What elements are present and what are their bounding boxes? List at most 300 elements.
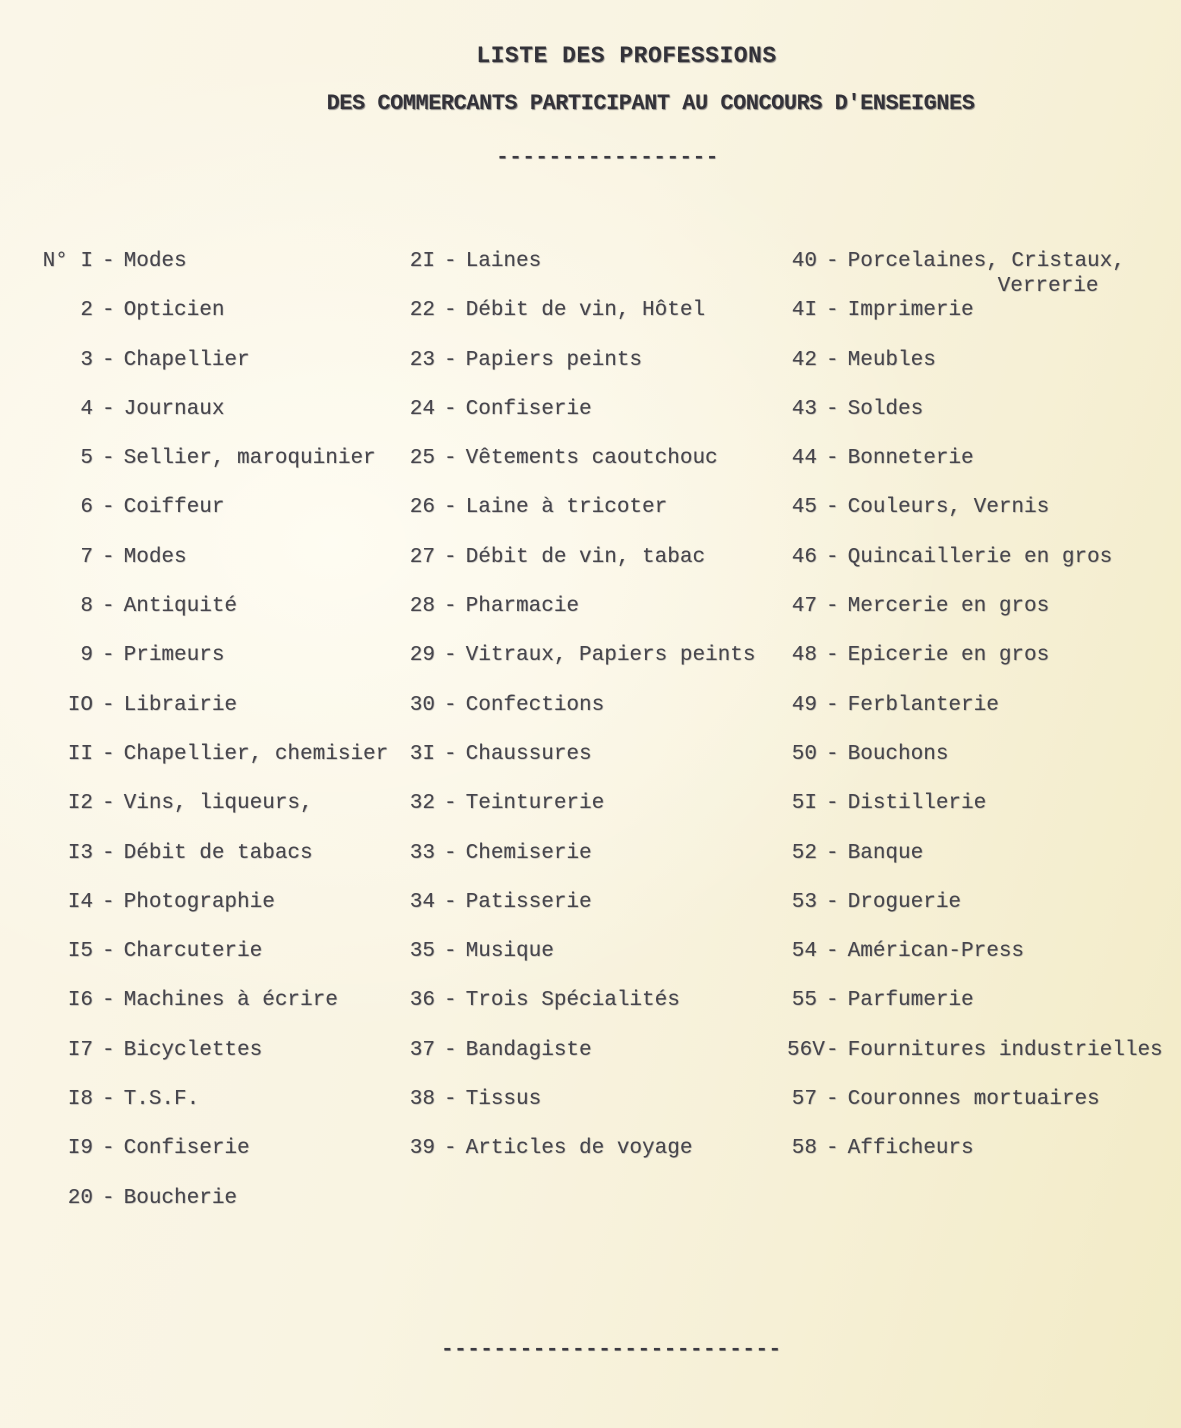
item-label: Patisserie <box>465 890 592 914</box>
item-dash: - <box>102 1186 115 1210</box>
item-dash: - <box>102 940 115 964</box>
item-label: Quincaillerie en gros <box>847 545 1113 569</box>
item-dash: - <box>826 644 839 668</box>
item-dash: - <box>444 496 457 520</box>
profession-column-1 <box>35 249 405 1235</box>
list-item <box>35 1038 405 1087</box>
item-number: 5I <box>791 792 817 816</box>
item-label: Epicerie en gros <box>847 644 1050 668</box>
item-label: Chapellier <box>123 348 250 372</box>
item-dash: - <box>826 940 839 964</box>
list-item <box>405 841 787 890</box>
list-item <box>35 1186 405 1235</box>
list-item <box>405 742 787 791</box>
list-item <box>405 397 787 446</box>
item-number: 38 <box>409 1088 435 1112</box>
item-label-wrap <box>848 988 1181 1013</box>
item-number: 40 <box>791 250 817 273</box>
item-label: Parfumerie <box>847 989 974 1013</box>
item-number: 25 <box>409 447 435 471</box>
item-label-wrap <box>124 939 405 964</box>
item-label-wrap <box>848 348 1181 373</box>
item-number: 20 <box>67 1186 93 1210</box>
item-dash: - <box>102 644 115 668</box>
item-number: 6 <box>80 496 93 520</box>
item-label: T.S.F. <box>123 1088 200 1112</box>
item-number: 32 <box>409 792 435 816</box>
list-item <box>35 643 405 692</box>
item-label-wrap <box>848 1038 1181 1063</box>
profession-column-3 <box>787 249 1181 1235</box>
item-dash: - <box>444 299 457 323</box>
item-label-wrap <box>848 397 1181 422</box>
item-dash: - <box>826 447 839 471</box>
item-label: Teinturerie <box>465 792 605 816</box>
item-label-wrap <box>466 594 787 619</box>
list-item <box>35 988 405 1037</box>
item-label-wrap <box>466 1087 787 1112</box>
item-dash: - <box>444 940 457 964</box>
item-label: Trois Spécialités <box>465 989 680 1013</box>
item-label-wrap <box>466 742 787 767</box>
item-number: 9 <box>80 644 93 668</box>
item-label: Débit de vin, Hôtel <box>465 299 706 323</box>
item-number: 8 <box>80 595 93 619</box>
item-label: Laine à tricoter <box>465 496 668 520</box>
item-label-wrap <box>466 791 787 816</box>
item-number: 28 <box>409 595 435 619</box>
list-item <box>787 298 1181 347</box>
item-dash: - <box>444 742 457 766</box>
item-label: Bicyclettes <box>123 1038 263 1062</box>
list-item <box>35 841 405 890</box>
item-number: I4 <box>67 890 93 914</box>
item-number: 26 <box>409 496 435 520</box>
item-dash: - <box>444 348 457 372</box>
list-item <box>787 939 1181 988</box>
item-label: Papiers peints <box>465 348 643 372</box>
item-number: I2 <box>67 792 93 816</box>
item-label: Meubles <box>847 348 936 372</box>
list-item <box>35 348 405 397</box>
item-dash: - <box>826 1038 839 1062</box>
document-subtitle: DES COMMERCANTS PARTICIPANT AU CONCOURS D'ENSEIGNES <box>326 91 975 116</box>
item-label-wrap <box>848 693 1181 718</box>
item-number: 29 <box>409 644 435 668</box>
list-item <box>35 545 405 594</box>
item-number: 36 <box>409 989 435 1013</box>
list-item <box>787 1038 1181 1087</box>
bottom-separator: -------------------------- <box>441 1339 782 1362</box>
item-dash: - <box>826 989 839 1013</box>
list-item <box>405 1136 787 1185</box>
item-number: 22 <box>409 299 435 323</box>
item-label-wrap <box>848 1087 1181 1112</box>
item-label-wrap <box>466 298 787 323</box>
list-item <box>35 791 405 840</box>
item-label: Banque <box>847 841 924 865</box>
item-dash: - <box>102 348 115 372</box>
item-label-wrap <box>466 890 787 915</box>
item-dash: - <box>444 644 457 668</box>
item-number: I7 <box>67 1038 93 1062</box>
item-dash: - <box>826 545 839 569</box>
item-number: 27 <box>409 545 435 569</box>
item-label-wrap <box>848 594 1181 619</box>
item-number: N° I <box>42 250 93 273</box>
item-label: Vins, liqueurs, <box>123 792 313 816</box>
list-item <box>787 1087 1181 1136</box>
list-item <box>35 939 405 988</box>
item-label: Confiserie <box>123 1137 250 1161</box>
list-item <box>405 791 787 840</box>
item-number: 7 <box>80 545 93 569</box>
profession-column-2 <box>405 249 787 1235</box>
item-label: Bandagiste <box>465 1038 592 1062</box>
item-dash: - <box>826 595 839 619</box>
list-item <box>787 791 1181 840</box>
item-label-wrap <box>848 841 1181 866</box>
item-number: 4 <box>80 397 93 421</box>
item-number: 47 <box>791 595 817 619</box>
item-number: 4I <box>791 299 817 323</box>
list-item <box>405 939 787 988</box>
list-item <box>35 693 405 742</box>
item-dash: - <box>102 447 115 471</box>
item-label-wrap <box>848 939 1181 964</box>
item-label-wrap <box>466 693 787 718</box>
item-label-wrap <box>466 495 787 520</box>
list-item <box>405 693 787 742</box>
item-label-wrap <box>466 446 787 471</box>
item-label: Imprimerie <box>847 299 974 323</box>
item-label: Articles de voyage <box>465 1137 693 1161</box>
item-number: 30 <box>409 693 435 717</box>
item-label: Distillerie <box>847 792 987 816</box>
item-number: 43 <box>791 397 817 421</box>
item-label: Débit de tabacs <box>123 841 313 865</box>
item-number: 49 <box>791 693 817 717</box>
item-dash: - <box>102 792 115 816</box>
list-item <box>405 643 787 692</box>
item-dash: - <box>444 447 457 471</box>
list-item <box>787 1136 1181 1185</box>
item-label: Photographie <box>123 890 275 914</box>
list-item <box>35 890 405 939</box>
item-number: I8 <box>67 1088 93 1112</box>
list-item <box>787 693 1181 742</box>
item-label-wrap <box>124 693 405 718</box>
item-label: Boucherie <box>123 1186 238 1210</box>
item-dash: - <box>826 250 839 273</box>
item-number: I3 <box>67 841 93 865</box>
item-number: 45 <box>791 496 817 520</box>
item-dash: - <box>444 693 457 717</box>
item-dash: - <box>102 1088 115 1112</box>
list-item <box>405 446 787 495</box>
list-item <box>787 545 1181 594</box>
item-label-wrap <box>466 348 787 373</box>
item-dash: - <box>444 989 457 1013</box>
item-label: Couleurs, Vernis <box>847 496 1050 520</box>
item-label: Musique <box>465 940 554 964</box>
item-label: Pharmacie <box>465 595 580 619</box>
item-dash: - <box>826 792 839 816</box>
item-label-wrap <box>124 348 405 373</box>
item-label: Bonneterie <box>847 447 974 471</box>
item-dash: - <box>826 890 839 914</box>
list-item <box>35 1087 405 1136</box>
item-number: 23 <box>409 348 435 372</box>
item-dash: - <box>102 1137 115 1161</box>
item-label-wrap <box>124 545 405 570</box>
list-item <box>787 890 1181 939</box>
item-label-wrap <box>466 643 787 668</box>
item-number: 5 <box>80 447 93 471</box>
item-dash: - <box>102 545 115 569</box>
document-header <box>0 0 1181 171</box>
item-label: Confections <box>465 693 605 717</box>
list-item <box>35 495 405 544</box>
item-label-wrap <box>124 1038 405 1063</box>
list-item <box>405 545 787 594</box>
item-label-wrap <box>124 446 405 471</box>
item-dash: - <box>444 792 457 816</box>
item-number: II <box>67 742 93 766</box>
item-number: 24 <box>409 397 435 421</box>
item-label: Sellier, maroquinier <box>123 447 376 471</box>
item-number: 35 <box>409 940 435 964</box>
item-label-wrap <box>848 545 1181 570</box>
item-dash: - <box>102 890 115 914</box>
item-label-wrap <box>124 841 405 866</box>
item-label-wrap <box>466 841 787 866</box>
item-label: Ferblanterie <box>847 693 999 717</box>
item-label: Chapellier, chemisier <box>123 742 389 766</box>
item-dash: - <box>102 742 115 766</box>
item-label: Chemiserie <box>465 841 592 865</box>
item-dash: - <box>444 397 457 421</box>
item-label-line2: Verrerie <box>997 275 1099 298</box>
item-number: 48 <box>791 644 817 668</box>
item-number: 46 <box>791 545 817 569</box>
item-label: Débit de vin, tabac <box>465 545 706 569</box>
document-title: LISTE DES PROFESSIONS <box>476 43 777 69</box>
list-item <box>405 1087 787 1136</box>
item-label-wrap <box>466 988 787 1013</box>
list-item <box>35 594 405 643</box>
list-item <box>787 348 1181 397</box>
item-number: 52 <box>791 841 817 865</box>
item-label-wrap <box>466 249 787 274</box>
list-item <box>405 890 787 939</box>
item-label: Couronnes mortuaires <box>847 1088 1100 1112</box>
item-dash: - <box>102 496 115 520</box>
list-item <box>35 298 405 347</box>
item-number: 34 <box>409 890 435 914</box>
item-number: IO <box>67 693 93 717</box>
list-item <box>35 1136 405 1185</box>
item-label-wrap <box>124 1186 405 1211</box>
item-label: Tissus <box>465 1088 542 1112</box>
list-item <box>405 249 787 298</box>
item-label-wrap <box>466 1038 787 1063</box>
item-label-wrap <box>848 495 1181 520</box>
item-number: 2 <box>80 299 93 323</box>
item-label-wrap <box>124 988 405 1013</box>
list-item <box>35 397 405 446</box>
item-label: Modes <box>123 545 187 569</box>
item-dash: - <box>826 348 839 372</box>
item-dash: - <box>826 841 839 865</box>
list-item <box>405 1038 787 1087</box>
top-separator: ----------------- <box>496 147 719 170</box>
item-label-wrap <box>124 298 405 323</box>
professions-list <box>0 249 1181 1235</box>
item-label-wrap <box>466 939 787 964</box>
item-number: 55 <box>791 989 817 1013</box>
list-item <box>405 298 787 347</box>
item-number: I5 <box>67 940 93 964</box>
item-label-wrap <box>124 890 405 915</box>
item-label-wrap <box>124 1136 405 1161</box>
item-dash: - <box>444 1137 457 1161</box>
item-number: 37 <box>409 1038 435 1062</box>
list-item <box>787 446 1181 495</box>
item-dash: - <box>102 989 115 1013</box>
list-item <box>787 249 1181 298</box>
item-number: 3I <box>409 742 435 766</box>
item-dash: - <box>444 841 457 865</box>
item-number: 42 <box>791 348 817 372</box>
item-dash: - <box>102 250 115 273</box>
item-number: 39 <box>409 1137 435 1161</box>
item-label: Antiquité <box>123 595 238 619</box>
item-label: Soldes <box>847 397 924 421</box>
list-item <box>787 988 1181 1037</box>
list-item <box>405 495 787 544</box>
item-label: Fournitures industrielles <box>847 1038 1163 1062</box>
item-label: Vitraux, Papiers peints <box>465 644 756 668</box>
item-label-wrap <box>124 791 405 816</box>
item-label-wrap <box>848 1136 1181 1161</box>
list-item <box>787 841 1181 890</box>
item-number: 54 <box>791 940 817 964</box>
item-label: Porcelaines, Cristaux, <box>847 250 1125 273</box>
item-label-wrap <box>124 397 405 422</box>
item-number: 56V <box>787 1038 825 1062</box>
item-dash: - <box>826 299 839 323</box>
item-label: Coiffeur <box>123 496 225 520</box>
item-dash: - <box>444 595 457 619</box>
item-label: Afficheurs <box>847 1137 974 1161</box>
item-label-wrap <box>848 298 1181 323</box>
item-number: 53 <box>791 890 817 914</box>
list-item <box>787 742 1181 791</box>
item-label-wrap <box>848 890 1181 915</box>
item-label: Librairie <box>123 693 238 717</box>
item-label: Modes <box>123 250 187 273</box>
item-dash: - <box>826 397 839 421</box>
item-label-wrap <box>466 397 787 422</box>
item-label: Américan-Press <box>847 940 1025 964</box>
item-dash: - <box>444 890 457 914</box>
item-label-wrap <box>466 545 787 570</box>
item-label: Vêtements caoutchouc <box>465 447 718 471</box>
item-label-wrap <box>848 791 1181 816</box>
item-dash: - <box>444 545 457 569</box>
list-item <box>35 742 405 791</box>
list-item <box>405 988 787 1037</box>
item-label-wrap <box>124 249 405 274</box>
list-item <box>35 249 405 298</box>
item-label: Chaussures <box>465 742 592 766</box>
item-label-wrap <box>466 1136 787 1161</box>
item-label: Opticien <box>123 299 225 323</box>
item-number: 3 <box>80 348 93 372</box>
item-label-wrap <box>848 742 1181 767</box>
item-dash: - <box>826 496 839 520</box>
list-item <box>787 594 1181 643</box>
item-number: 57 <box>791 1088 817 1112</box>
item-label-wrap <box>124 495 405 520</box>
item-label: Journaux <box>123 397 225 421</box>
item-dash: - <box>102 693 115 717</box>
item-dash: - <box>102 299 115 323</box>
item-dash: - <box>826 1137 839 1161</box>
item-number: 58 <box>791 1137 817 1161</box>
item-dash: - <box>444 1088 457 1112</box>
item-dash: - <box>102 595 115 619</box>
item-label: Confiserie <box>465 397 592 421</box>
item-label-wrap <box>848 446 1181 471</box>
item-dash: - <box>102 841 115 865</box>
item-number: 44 <box>791 447 817 471</box>
item-label: Mercerie en gros <box>847 595 1050 619</box>
item-number: 33 <box>409 841 435 865</box>
item-dash: - <box>102 1038 115 1062</box>
item-label: Primeurs <box>123 644 225 668</box>
item-label: Machines à écrire <box>123 989 338 1013</box>
item-label: Droguerie <box>847 890 962 914</box>
item-number: 50 <box>791 742 817 766</box>
list-item <box>35 446 405 495</box>
item-label: Bouchons <box>847 742 949 766</box>
item-label: Charcuterie <box>123 940 263 964</box>
item-dash: - <box>826 742 839 766</box>
item-dash: - <box>102 397 115 421</box>
list-item <box>405 594 787 643</box>
list-item <box>405 348 787 397</box>
item-label-wrap <box>848 249 1181 299</box>
item-label-wrap <box>124 643 405 668</box>
list-item <box>787 397 1181 446</box>
list-item <box>787 495 1181 544</box>
item-label: Laines <box>465 250 542 273</box>
item-number: I6 <box>67 989 93 1013</box>
item-label-wrap <box>124 1087 405 1112</box>
item-dash: - <box>826 693 839 717</box>
item-number: 2I <box>409 250 435 273</box>
item-dash: - <box>444 250 457 273</box>
item-number: I9 <box>67 1137 93 1161</box>
item-label-wrap <box>124 594 405 619</box>
item-label-wrap <box>848 643 1181 668</box>
item-dash: - <box>444 1038 457 1062</box>
item-label-wrap <box>124 742 405 767</box>
list-item <box>787 643 1181 692</box>
item-dash: - <box>826 1088 839 1112</box>
